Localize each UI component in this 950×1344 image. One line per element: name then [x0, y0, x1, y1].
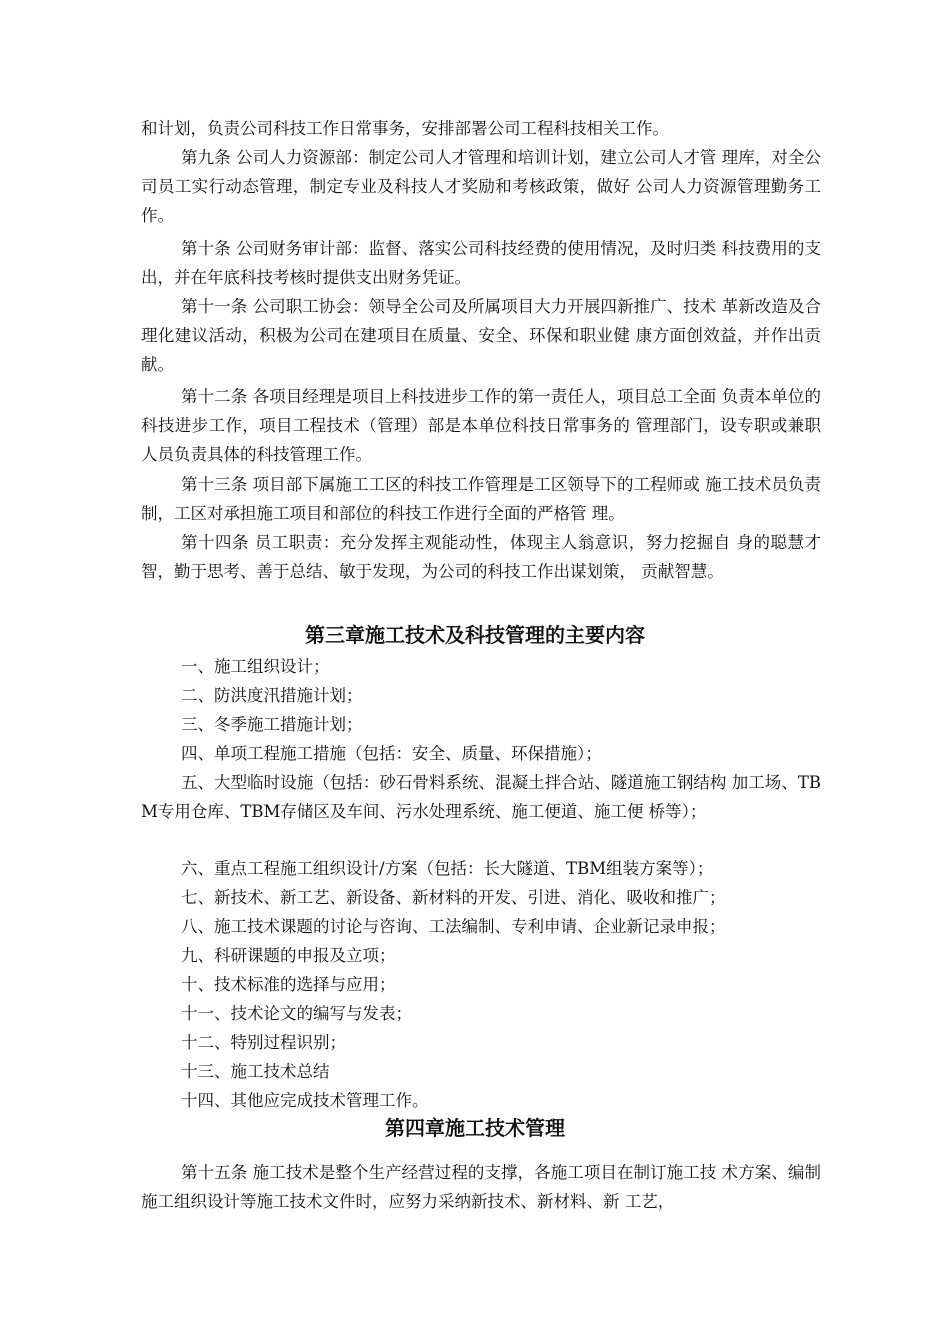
list-item: 七、新技术、新工艺、新设备、新材料的开发、引进、消化、吸收和推广； [181, 888, 726, 907]
list-item: 六、重点工程施工组织设计/方案（包括：长大隧道、TBM组装方案等）； [181, 859, 714, 878]
list-item: 八、施工技术课题的讨论与咨询、工法编制、专利申请、企业新记录申报； [181, 917, 726, 936]
list-item: 十、技术标准的选择与应用； [181, 975, 396, 994]
article-12: 第十二条 各项目经理是项目上科技进步工作的第一责任人，项目总工全面 负责本单位的科技进步工作，项目工程技术（管理）部是本单位科技日常事务的 管理部门，设专职或兼职人员负责具体的科技管理工作。 [141, 387, 821, 464]
article-15: 第十五条 施工技术是整个生产经营过程的支撑，各施工项目在制订施工技 术方案、编制施工组织设计等施工技术文件时，应努力采纳新技术、新材料、新 工艺， [141, 1163, 821, 1211]
list-item: 十四、其他应完成技术管理工作。 [181, 1091, 429, 1110]
list-item: 十三、施工技术总结 [181, 1062, 330, 1081]
article-9: 第九条 公司人力资源部：制定公司人才管理和培训计划，建立公司人才管 理库，对全公司员工实行动态管理，制定专业及科技人才奖励和考核政策，做好 公司人力资源管理勤务工作。 [141, 148, 821, 225]
chapter-4-title: 第四章施工技术管理 [385, 1116, 565, 1140]
list-item: 一、施工组织设计； [181, 657, 330, 676]
chapter-3-title: 第三章施工技术及科技管理的主要内容 [305, 623, 645, 647]
article-10: 第十条 公司财务审计部：监督、落实公司科技经费的使用情况，及时归类 科技费用的支出，并在年底科技考核时提供支出财务凭证。 [141, 239, 821, 287]
article-14: 第十四条 员工职责：充分发挥主观能动性，体现主人翁意识，努力挖掘自 身的聪慧才智，勤于思考、善于总结、敏于发现，为公司的科技工作出谋划策， 贡献智慧。 [141, 533, 821, 581]
article-11: 第十一条 公司职工协会：领导全公司及所属项目大力开展四新推广、技术 革新改造及合理化建议活动，积极为公司在建项目在质量、安全、环保和职业健 康方面创效益，并作出贡献。 [141, 297, 821, 374]
list-item: 十一、技术论文的编写与发表； [181, 1004, 412, 1023]
list-item: 四、单项工程施工措施（包括：安全、质量、环保措施）； [181, 744, 602, 763]
list-item: 九、科研课题的申报及立项； [181, 946, 396, 965]
article-13: 第十三条 项目部下属施工工区的科技工作管理是工区领导下的工程师或 施工技术员负责制，工区对承担施工项目和部位的科技工作进行全面的严格管 理。 [141, 475, 821, 523]
list-item: 五、大型临时设施（包括：砂石骨料系统、混凝土拌合站、隧道施工钢结构 加工场、TBM专用仓库、TBM存储区及车间、污水处理系统、施工便道、施工便 桥等）； [141, 773, 821, 821]
list-item: 十二、特别过程识别； [181, 1033, 346, 1052]
list-item: 二、防洪度汛措施计划； [181, 686, 363, 705]
list-item: 三、冬季施工措施计划； [181, 715, 363, 734]
paragraph-continuation: 和计划，负责公司科技工作日常事务，安排部署公司工程科技相关工作。 [141, 119, 669, 138]
